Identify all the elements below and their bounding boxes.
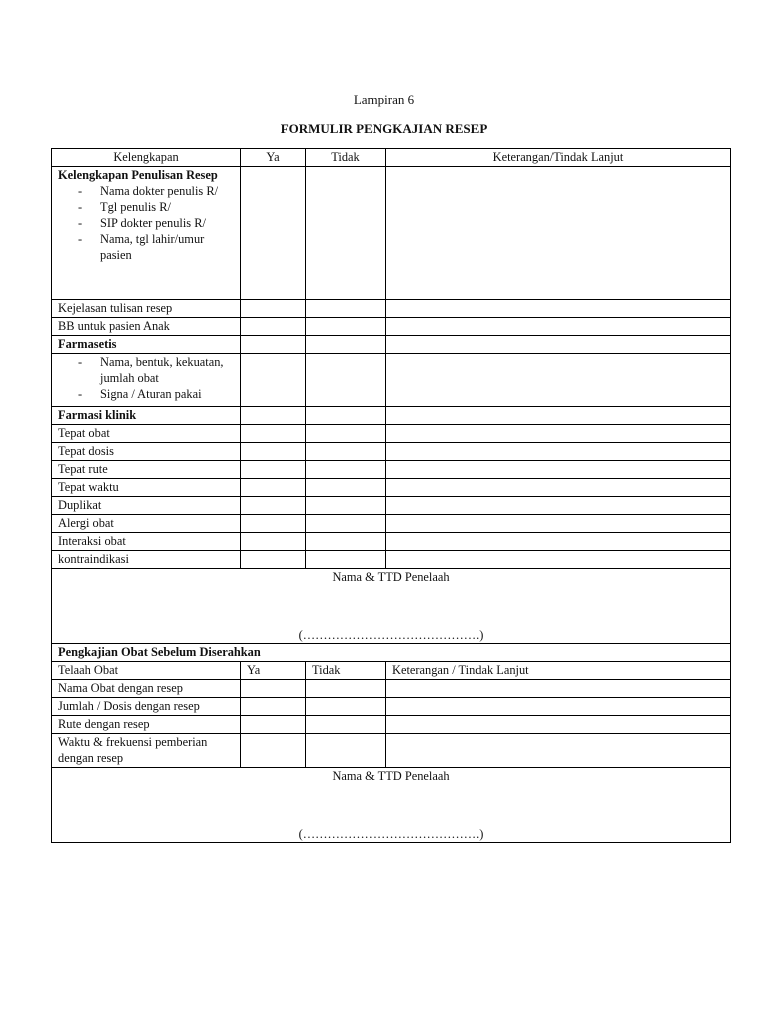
table-row: [52, 497, 731, 515]
list-item: - SIP dokter penulis R/: [78, 216, 206, 230]
col-telaah-header: Telaah Obat: [52, 662, 241, 680]
table-row: [52, 734, 731, 768]
signature-line: (…………………………………….): [298, 827, 484, 841]
row-label: Tepat obat: [52, 425, 241, 443]
lampiran-label: Lampiran 6: [353, 92, 415, 107]
keterangan-cell[interactable]: [386, 336, 731, 354]
ya-cell[interactable]: [241, 680, 306, 698]
ya-cell[interactable]: [241, 461, 306, 479]
row-label: BB untuk pasien Anak: [52, 318, 241, 336]
table-row: [52, 461, 731, 479]
ya-cell[interactable]: [241, 354, 306, 407]
ya-cell[interactable]: [241, 533, 306, 551]
row-label: kontraindikasi: [52, 551, 241, 569]
form-table: [51, 148, 731, 843]
ya-cell[interactable]: [241, 734, 306, 768]
keterangan-cell[interactable]: [386, 497, 731, 515]
tidak-cell[interactable]: [306, 497, 386, 515]
ya-cell[interactable]: [241, 300, 306, 318]
table-row: [52, 533, 731, 551]
signature-row: [52, 569, 731, 644]
ya-cell[interactable]: [241, 551, 306, 569]
table-row: [52, 354, 731, 407]
section-title: Farmasetis: [52, 336, 241, 354]
tidak-cell[interactable]: [306, 425, 386, 443]
tidak-cell[interactable]: [306, 515, 386, 533]
tidak-cell[interactable]: [306, 551, 386, 569]
keterangan-cell[interactable]: [386, 461, 731, 479]
row-label: Tepat rute: [52, 461, 241, 479]
section-row: [52, 644, 731, 662]
keterangan-cell[interactable]: [386, 551, 731, 569]
keterangan-cell[interactable]: [386, 425, 731, 443]
list-item: - Nama, bentuk, kekuatan, jumlah obat: [78, 355, 224, 385]
list-item: - Signa / Aturan pakai: [78, 387, 202, 401]
section-title: Farmasi klinik: [52, 407, 241, 425]
ya-cell[interactable]: [241, 479, 306, 497]
tidak-cell[interactable]: [306, 698, 386, 716]
col-ya-header: Ya: [241, 149, 306, 167]
keterangan-cell[interactable]: [386, 318, 731, 336]
keterangan-cell[interactable]: [386, 407, 731, 425]
ya-cell[interactable]: [241, 407, 306, 425]
table-row: [52, 551, 731, 569]
list-item: - Nama dokter penulis R/: [78, 184, 219, 198]
tidak-cell[interactable]: [306, 443, 386, 461]
tidak-cell[interactable]: [306, 336, 386, 354]
keterangan-cell[interactable]: [386, 479, 731, 497]
keterangan-cell[interactable]: [386, 354, 731, 407]
keterangan-cell[interactable]: [386, 443, 731, 461]
table-row: [52, 680, 731, 698]
table-row: [52, 407, 731, 425]
ya-cell[interactable]: [241, 515, 306, 533]
table-row: [52, 167, 731, 300]
table-row: [52, 698, 731, 716]
signature-cell[interactable]: [52, 569, 731, 644]
row-label: Tepat dosis: [52, 443, 241, 461]
tidak-cell[interactable]: [306, 300, 386, 318]
row-label: Waktu & frekuensi pemberian dengan resep: [52, 734, 241, 768]
ya-cell[interactable]: [241, 167, 306, 300]
tidak-cell[interactable]: [306, 680, 386, 698]
keterangan-cell[interactable]: [386, 680, 731, 698]
section-penulisan-cell: [52, 167, 241, 300]
keterangan-cell[interactable]: [386, 533, 731, 551]
col-tidak-header: Tidak: [306, 149, 386, 167]
ya-cell[interactable]: [241, 318, 306, 336]
keterangan-cell[interactable]: [386, 698, 731, 716]
row-label: Interaksi obat: [52, 533, 241, 551]
keterangan-cell[interactable]: [386, 734, 731, 768]
signature-label: Nama & TTD Penelaah: [332, 570, 450, 584]
section-title: Kelengkapan Penulisan Resep: [58, 168, 218, 182]
form-title: FORMULIR PENGKAJIAN RESEP: [280, 121, 488, 136]
ya-cell[interactable]: [241, 716, 306, 734]
table-row: [52, 318, 731, 336]
table-row: [52, 425, 731, 443]
section-title: Pengkajian Obat Sebelum Diserahkan: [52, 644, 731, 662]
keterangan-cell[interactable]: [386, 515, 731, 533]
ya-cell[interactable]: [241, 425, 306, 443]
tidak-cell[interactable]: [306, 716, 386, 734]
col-ya-header: Ya: [241, 662, 306, 680]
tidak-cell[interactable]: [306, 354, 386, 407]
tidak-cell[interactable]: [306, 734, 386, 768]
list-item: - Nama, tgl lahir/umur pasien: [78, 232, 205, 262]
row-label: Nama Obat dengan resep: [52, 680, 241, 698]
tidak-cell[interactable]: [306, 407, 386, 425]
table-row: [52, 336, 731, 354]
signature-label: Nama & TTD Penelaah: [332, 769, 450, 783]
col-keterangan-header: Keterangan / Tindak Lanjut: [386, 662, 731, 680]
table-row: [52, 443, 731, 461]
table2-header-row: [52, 662, 731, 680]
keterangan-cell[interactable]: [386, 716, 731, 734]
table-row: [52, 300, 731, 318]
row-label: Duplikat: [52, 497, 241, 515]
ya-cell[interactable]: [241, 336, 306, 354]
ya-cell[interactable]: [241, 698, 306, 716]
tidak-cell[interactable]: [306, 479, 386, 497]
table-row: [52, 716, 731, 734]
tidak-cell[interactable]: [306, 167, 386, 300]
list-item: - Tgl penulis R/: [78, 200, 171, 214]
keterangan-cell[interactable]: [386, 167, 731, 300]
col-keterangan-header: Keterangan/Tindak Lanjut: [386, 149, 731, 167]
tidak-cell[interactable]: [306, 318, 386, 336]
col-tidak-header: Tidak: [306, 662, 386, 680]
farmasetis-items-cell: [52, 354, 241, 407]
ya-cell[interactable]: [241, 497, 306, 515]
ya-cell[interactable]: [241, 443, 306, 461]
keterangan-cell[interactable]: [386, 300, 731, 318]
row-label: Jumlah / Dosis dengan resep: [52, 698, 241, 716]
col-kelengkapan-header: Kelengkapan: [52, 149, 241, 167]
table-row: [52, 479, 731, 497]
row-label: Kejelasan tulisan resep: [52, 300, 241, 318]
table1-header-row: [52, 149, 731, 167]
tidak-cell[interactable]: [306, 533, 386, 551]
signature-cell[interactable]: [52, 768, 731, 843]
tidak-cell[interactable]: [306, 461, 386, 479]
signature-row: [52, 768, 731, 843]
row-label: Alergi obat: [52, 515, 241, 533]
table-row: [52, 515, 731, 533]
row-label: Tepat waktu: [52, 479, 241, 497]
row-label: Rute dengan resep: [52, 716, 241, 734]
signature-line: (…………………………………….): [298, 628, 484, 642]
